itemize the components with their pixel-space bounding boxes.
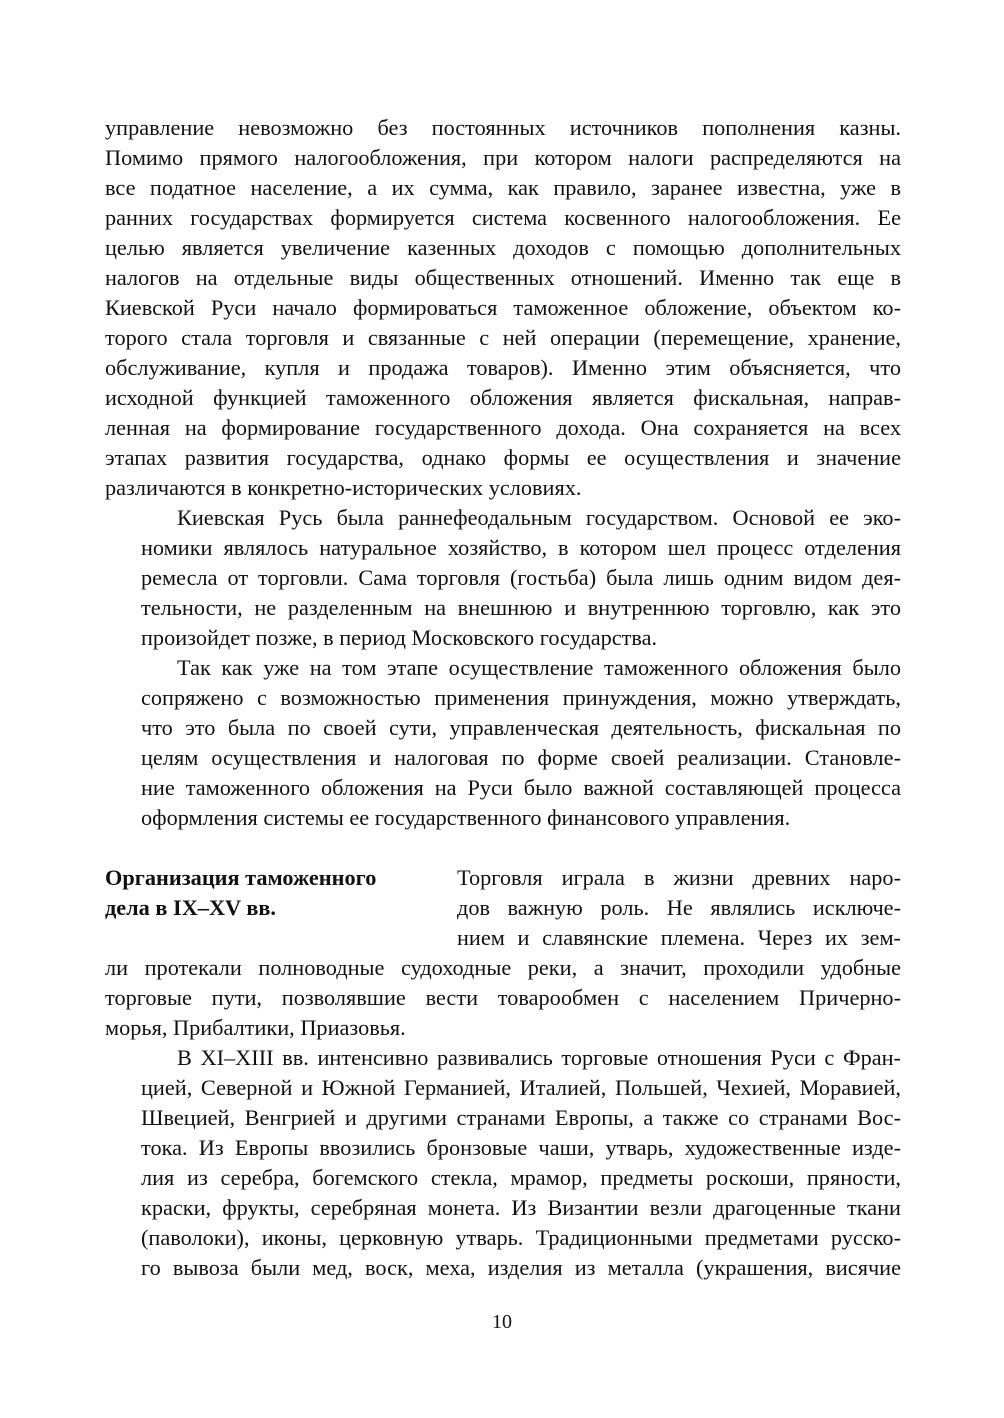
text-line: ремесла от торговли. Сама торговля (гостьба) была лишь одним видом дея- xyxy=(141,565,901,590)
text-block-upper xyxy=(105,113,901,833)
text-line: различаются в конкретно-исторических условиях. xyxy=(105,475,582,500)
text-line: ние таможенного обложения на Руси было важной составляющей процесса xyxy=(141,775,901,800)
text-line: торговые пути, позволявшие вести товарообмен с населением Причерно- xyxy=(105,985,901,1010)
text-line: обслуживание, купля и продажа товаров). Именно этим объясняется, что xyxy=(105,355,901,380)
text-line: все податное население, а их сумма, как правило, заранее известна, уже в xyxy=(105,175,901,200)
text-line: Помимо прямого налогообложения, при котором налоги распределяются на xyxy=(105,145,901,170)
text-line: целям осуществления и налоговая по форме своей реализации. Становле- xyxy=(141,745,901,770)
paragraph-customs-management xyxy=(105,653,901,833)
text-line: что это была по своей сути, управленческая деятельность, фискальная по xyxy=(141,715,901,740)
text-line: тока. Из Европы ввозились бронзовые чаши, утварь, художественные изде- xyxy=(141,1135,901,1160)
text-line: торого стала торговля и связанные с ней операции (перемещение, хранение, xyxy=(105,325,901,350)
text-line: налогов на отдельные виды общественных отношений. Именно так еще в xyxy=(105,265,901,290)
text-line: ли протекали полноводные судоходные реки, а значит, проходили удобные xyxy=(105,955,901,980)
text-line: ленная на формирование государственного дохода. Она сохраняется на всех xyxy=(105,415,901,440)
text-line: Киевская Русь была раннефеодальным государством. Основой ее эко- xyxy=(177,505,901,530)
section-heading-line: дела в IX–XV вв. xyxy=(105,895,276,920)
text-line: (паволоки), иконы, церковную утварь. Традиционными предметами русско- xyxy=(141,1225,901,1250)
paragraph-kievan-rus xyxy=(105,503,901,653)
text-line: произойдет позже, в период Московского государства. xyxy=(141,625,658,650)
text-line: нием и славянские племена. Через их зем- xyxy=(457,925,901,950)
text-line: Так как уже на том этапе осуществление таможенного обложения было xyxy=(177,655,901,680)
text-line: Швецией, Венгрией и другими странами Европы, а также со странами Вос- xyxy=(141,1105,901,1130)
text-line: ранних государствах формируется система косвенного налогообложения. Ее xyxy=(105,205,901,230)
text-line: сопряжено с возможностью применения принуждения, можно утверждать, xyxy=(141,685,901,710)
text-line: управление невозможно без постоянных источников пополнения казны. xyxy=(105,115,901,140)
text-line: целью является увеличение казенных доходов с помощью дополнительных xyxy=(105,235,901,260)
text-line: оформления системы ее государственного финансового управления. xyxy=(141,805,791,830)
text-line: этапах развития государства, однако формы ее осуществления и значение xyxy=(105,445,901,470)
text-line: исходной функцией таможенного обложения является фискальная, направ- xyxy=(105,385,901,410)
text-line: Торговля играла в жизни древних наро- xyxy=(457,865,901,890)
text-line: дов важную роль. Не являлись исключе- xyxy=(457,895,901,920)
text-line: Киевской Руси начало формироваться таможенное обложение, объектом ко- xyxy=(105,295,901,320)
text-line: го вывоза были мед, воск, меха, изделия из металла (украшения, висячие xyxy=(141,1255,901,1280)
paragraph-fiscal-function xyxy=(105,113,901,503)
paragraph-trade-relations xyxy=(105,1043,901,1283)
text-line: тельности, не разделенным на внешнюю и внутреннюю торговлю, как это xyxy=(141,595,901,620)
section-heading xyxy=(105,863,445,923)
text-line: краски, фрукты, серебряная монета. Из Византии везли драгоценные ткани xyxy=(141,1195,901,1220)
text-line: лия из серебра, богемского стекла, мрамор, предметы роскоши, пряности, xyxy=(141,1165,901,1190)
text-block-lower xyxy=(105,863,901,1283)
text-line: В XI–XIII вв. интенсивно развивались торговые отношения Руси с Фран- xyxy=(177,1045,901,1070)
page-number: 10 xyxy=(492,1311,512,1333)
section-heading-line: Организация таможенного xyxy=(105,865,377,890)
text-line: морья, Прибалтики, Приазовья. xyxy=(105,1015,406,1040)
text-line: номики являлось натуральное хозяйство, в котором шел процесс отделения xyxy=(141,535,901,560)
text-line: цией, Северной и Южной Германией, Италией, Польшей, Чехией, Моравией, xyxy=(141,1075,901,1100)
